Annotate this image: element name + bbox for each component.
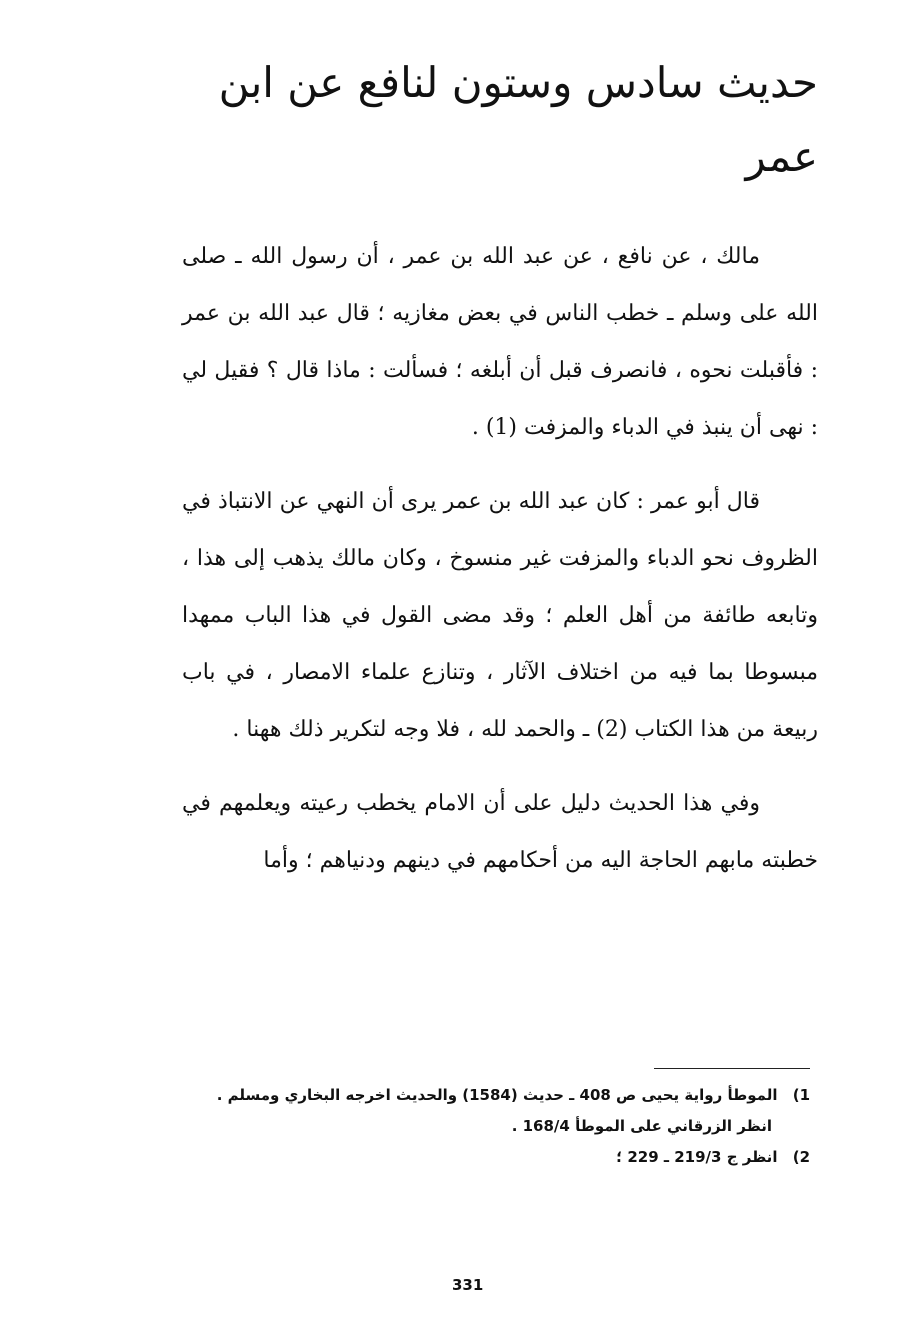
chapter-title: حديث سادس وستون لنافع عن ابن عمر — [218, 58, 818, 181]
paragraph-2: قال أبو عمر : كان عبد الله بن عمر يرى أن النهي عن الانتباذ في الظروف نحو الدباء والمزفت غير منسوخ ، وكان مالك يذهب إلى هذا ، وتابعه طائفة من أهل العلم ؛ وقد مضى القول في هذا الباب ممهدا مبسوطا بما فيه من اختلاف الآثار ، وتنازع علماء الامصار ، في باب ربيعة من هذا الكتاب (2) ـ والحمد لله ، فلا وجه لتكرير ذلك ههنا . — [182, 489, 818, 742]
body-text — [182, 228, 818, 906]
footnote-2 — [170, 1142, 810, 1173]
footnote-1 — [170, 1080, 810, 1111]
footnote-1-continuation: انظر الزرقاني على الموطأ 168/4 . — [511, 1117, 772, 1135]
footnotes — [170, 1080, 810, 1173]
footnote-2-number: 2) — [792, 1148, 810, 1166]
page-number: 331 — [452, 1276, 484, 1294]
paragraph-3: وفي هذا الحديث دليل على أن الامام يخطب رعيته ويعلمهم في خطبته مابهم الحاجة اليه من أحكامهم في دينهم ودنياهم ؛ وأما — [182, 791, 818, 873]
footnote-1-number: 1) — [792, 1086, 810, 1104]
footnote-divider — [654, 1068, 810, 1069]
paragraph-1: مالك ، عن نافع ، عن عبد الله بن عمر ، أن رسول الله ـ صلى الله على وسلم ـ خطب الناس في بعض مغازيه ؛ قال عبد الله بن عمر : فأقبلت نحوه ، فانصرف قبل أن أبلغه ؛ فسألت : ماذا قال ؟ فقيل لي : نهى أن ينبذ في الدباء والمزفت (1) . — [182, 244, 818, 440]
footnote-1-text: الموطأ رواية يحيى ص 408 ـ حديث (1584) والحديث اخرجه البخاري ومسلم . — [216, 1086, 778, 1104]
footnote-2-text: انظر ج 219/3 ـ 229 ؛ — [616, 1148, 778, 1166]
